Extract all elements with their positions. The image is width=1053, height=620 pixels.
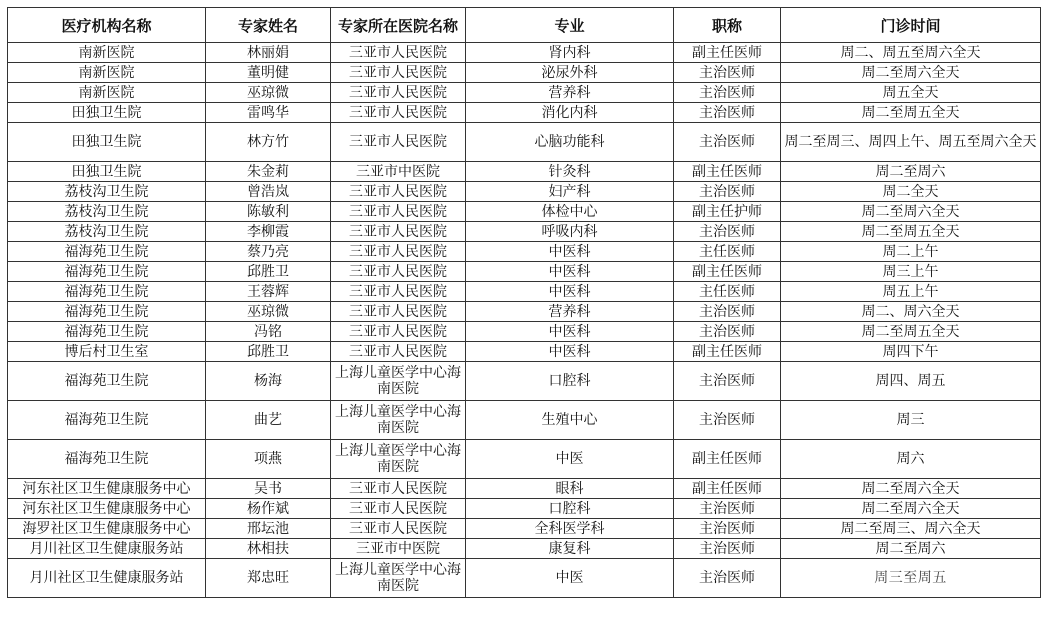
table-row	[8, 362, 1041, 401]
cell-expert-hospital: 三亚市中医院	[331, 162, 466, 182]
table-row	[8, 242, 1041, 262]
table-row	[8, 123, 1041, 162]
cell-specialty: 营养科	[466, 83, 674, 103]
table-row	[8, 539, 1041, 559]
cell-specialty: 生殖中心	[466, 401, 674, 440]
cell-clinic-time: 周二至周三、周四上午、周五至周六全天	[781, 123, 1041, 162]
cell-institution: 福海苑卫生院	[8, 282, 206, 302]
cell-institution: 月川社区卫生健康服务站	[8, 539, 206, 559]
cell-expert-name: 雷鸣华	[206, 103, 331, 123]
cell-expert-hospital: 三亚市人民医院	[331, 282, 466, 302]
cell-institution: 福海苑卫生院	[8, 302, 206, 322]
cell-specialty: 针灸科	[466, 162, 674, 182]
cell-title: 主治医师	[674, 401, 781, 440]
table-row	[8, 499, 1041, 519]
cell-title: 主治医师	[674, 322, 781, 342]
cell-expert-name: 冯铭	[206, 322, 331, 342]
cell-clinic-time: 周二至周五全天	[781, 222, 1041, 242]
cell-expert-hospital: 三亚市人民医院	[331, 242, 466, 262]
cell-institution: 福海苑卫生院	[8, 262, 206, 282]
cell-expert-hospital: 三亚市人民医院	[331, 83, 466, 103]
cell-expert-name: 郑忠旺	[206, 559, 331, 598]
cell-expert-name: 林方竹	[206, 123, 331, 162]
header-expert-name: 专家姓名	[206, 8, 331, 43]
cell-clinic-time: 周五上午	[781, 282, 1041, 302]
cell-expert-name: 曾浩岚	[206, 182, 331, 202]
cell-expert-name: 巫琼微	[206, 302, 331, 322]
cell-specialty: 心脑功能科	[466, 123, 674, 162]
cell-expert-name: 董明健	[206, 63, 331, 83]
cell-title: 主治医师	[674, 362, 781, 401]
cell-title: 主治医师	[674, 63, 781, 83]
cell-clinic-time: 周二至周六全天	[781, 499, 1041, 519]
cell-expert-name: 杨作斌	[206, 499, 331, 519]
table-row	[8, 559, 1041, 598]
cell-specialty: 肾内科	[466, 43, 674, 63]
cell-expert-name: 邱胜卫	[206, 262, 331, 282]
cell-specialty: 口腔科	[466, 499, 674, 519]
header-row	[8, 8, 1041, 43]
cell-clinic-time: 周四下午	[781, 342, 1041, 362]
table-row	[8, 63, 1041, 83]
cell-expert-hospital: 三亚市人民医院	[331, 499, 466, 519]
cell-institution: 南新医院	[8, 43, 206, 63]
cell-specialty: 消化内科	[466, 103, 674, 123]
cell-institution: 河东社区卫生健康服务中心	[8, 479, 206, 499]
table-row	[8, 202, 1041, 222]
cell-institution: 荔枝沟卫生院	[8, 182, 206, 202]
cell-clinic-time: 周二、周五至周六全天	[781, 43, 1041, 63]
cell-clinic-time: 周三	[781, 401, 1041, 440]
cell-title: 主治医师	[674, 499, 781, 519]
cell-expert-hospital: 三亚市人民医院	[331, 342, 466, 362]
cell-clinic-time: 周四、周五	[781, 362, 1041, 401]
cell-institution: 荔枝沟卫生院	[8, 222, 206, 242]
cell-specialty: 中医科	[466, 322, 674, 342]
cell-specialty: 体检中心	[466, 202, 674, 222]
cell-title: 主治医师	[674, 103, 781, 123]
cell-title: 副主任医师	[674, 440, 781, 479]
cell-institution: 河东社区卫生健康服务中心	[8, 499, 206, 519]
header-clinic-time: 门诊时间	[781, 8, 1041, 43]
cell-specialty: 中医	[466, 440, 674, 479]
table-row	[8, 440, 1041, 479]
table-row	[8, 162, 1041, 182]
table-row	[8, 262, 1041, 282]
cell-clinic-time: 周二至周三、周六全天	[781, 519, 1041, 539]
cell-title: 主治医师	[674, 83, 781, 103]
cell-clinic-time: 周二上午	[781, 242, 1041, 262]
cell-clinic-time: 周二至周六全天	[781, 202, 1041, 222]
cell-expert-hospital: 三亚市人民医院	[331, 202, 466, 222]
header-specialty: 专业	[466, 8, 674, 43]
cell-title: 副主任医师	[674, 342, 781, 362]
cell-specialty: 康复科	[466, 539, 674, 559]
cell-expert-hospital: 上海儿童医学中心海南医院	[331, 401, 466, 440]
cell-institution: 福海苑卫生院	[8, 401, 206, 440]
cell-expert-name: 王蓉辉	[206, 282, 331, 302]
cell-clinic-time: 周六	[781, 440, 1041, 479]
cell-title: 主治医师	[674, 302, 781, 322]
cell-clinic-time: 周二至周六全天	[781, 63, 1041, 83]
cell-institution: 福海苑卫生院	[8, 362, 206, 401]
cell-clinic-time: 周三上午	[781, 262, 1041, 282]
cell-expert-name: 巫琼微	[206, 83, 331, 103]
table-row	[8, 401, 1041, 440]
cell-title: 主任医师	[674, 242, 781, 262]
cell-institution: 海罗社区卫生健康服务中心	[8, 519, 206, 539]
cell-specialty: 中医科	[466, 262, 674, 282]
table-row	[8, 282, 1041, 302]
cell-specialty: 眼科	[466, 479, 674, 499]
cell-institution: 博后村卫生室	[8, 342, 206, 362]
cell-expert-hospital: 三亚市人民医院	[331, 479, 466, 499]
header-title: 职称	[674, 8, 781, 43]
cell-specialty: 全科医学科	[466, 519, 674, 539]
cell-expert-name: 李柳霞	[206, 222, 331, 242]
cell-clinic-time: 周二至周六	[781, 539, 1041, 559]
cell-institution: 福海苑卫生院	[8, 322, 206, 342]
cell-title: 主治医师	[674, 182, 781, 202]
cell-expert-name: 朱金莉	[206, 162, 331, 182]
cell-institution: 福海苑卫生院	[8, 440, 206, 479]
cell-expert-hospital: 三亚市人民医院	[331, 63, 466, 83]
cell-clinic-time: 周二至周六全天	[781, 479, 1041, 499]
cell-expert-name: 邱胜卫	[206, 342, 331, 362]
cell-expert-hospital: 三亚市人民医院	[331, 262, 466, 282]
cell-institution: 田独卫生院	[8, 103, 206, 123]
table-row	[8, 479, 1041, 499]
cell-expert-hospital: 三亚市人民医院	[331, 103, 466, 123]
cell-clinic-time: 周二至周五全天	[781, 322, 1041, 342]
cell-clinic-time: 周五全天	[781, 83, 1041, 103]
table-row	[8, 83, 1041, 103]
cell-institution: 福海苑卫生院	[8, 242, 206, 262]
cell-clinic-time: 周二至周五全天	[781, 103, 1041, 123]
cell-institution: 南新医院	[8, 63, 206, 83]
cell-clinic-time: 周二至周六	[781, 162, 1041, 182]
cell-expert-hospital: 三亚市人民医院	[331, 123, 466, 162]
table-row	[8, 182, 1041, 202]
cell-expert-hospital: 三亚市中医院	[331, 539, 466, 559]
table-row	[8, 519, 1041, 539]
cell-expert-hospital: 三亚市人民医院	[331, 43, 466, 63]
cell-expert-hospital: 三亚市人民医院	[331, 519, 466, 539]
cell-expert-hospital: 三亚市人民医院	[331, 302, 466, 322]
cell-expert-hospital: 三亚市人民医院	[331, 182, 466, 202]
cell-institution: 荔枝沟卫生院	[8, 202, 206, 222]
cell-clinic-time: 周二全天	[781, 182, 1041, 202]
doctor-schedule-sheet	[7, 7, 1041, 598]
doctor-schedule-table	[7, 7, 1041, 598]
cell-institution: 月川社区卫生健康服务站	[8, 559, 206, 598]
cell-expert-name: 林相扶	[206, 539, 331, 559]
table-row	[8, 222, 1041, 242]
cell-title: 主治医师	[674, 539, 781, 559]
cell-title: 主治医师	[674, 519, 781, 539]
table-row	[8, 43, 1041, 63]
cell-expert-hospital: 上海儿童医学中心海南医院	[331, 362, 466, 401]
cell-specialty: 呼吸内科	[466, 222, 674, 242]
cell-expert-hospital: 三亚市人民医院	[331, 222, 466, 242]
cell-specialty: 妇产科	[466, 182, 674, 202]
cell-title: 副主任医师	[674, 43, 781, 63]
cell-clinic-time: 周二、周六全天	[781, 302, 1041, 322]
cell-title: 主治医师	[674, 123, 781, 162]
cell-specialty: 口腔科	[466, 362, 674, 401]
table-row	[8, 322, 1041, 342]
cell-institution: 田独卫生院	[8, 123, 206, 162]
cell-institution: 南新医院	[8, 83, 206, 103]
cell-title: 主任医师	[674, 282, 781, 302]
header-expert-hospital: 专家所在医院名称	[331, 8, 466, 43]
cell-clinic-time: 周三至周五	[781, 559, 1041, 598]
table-row	[8, 302, 1041, 322]
cell-specialty: 营养科	[466, 302, 674, 322]
cell-institution: 田独卫生院	[8, 162, 206, 182]
cell-title: 副主任医师	[674, 262, 781, 282]
cell-expert-name: 蔡乃亮	[206, 242, 331, 262]
cell-expert-name: 项燕	[206, 440, 331, 479]
cell-specialty: 中医科	[466, 282, 674, 302]
cell-expert-hospital: 上海儿童医学中心海南医院	[331, 440, 466, 479]
cell-expert-name: 陈敏利	[206, 202, 331, 222]
cell-specialty: 中医科	[466, 242, 674, 262]
table-row	[8, 103, 1041, 123]
cell-specialty: 泌尿外科	[466, 63, 674, 83]
cell-expert-hospital: 三亚市人民医院	[331, 322, 466, 342]
cell-expert-name: 杨海	[206, 362, 331, 401]
cell-expert-name: 吴书	[206, 479, 331, 499]
cell-title: 副主任护师	[674, 202, 781, 222]
header-institution: 医疗机构名称	[8, 8, 206, 43]
cell-specialty: 中医	[466, 559, 674, 598]
cell-title: 主治医师	[674, 222, 781, 242]
cell-expert-hospital: 上海儿童医学中心海南医院	[331, 559, 466, 598]
cell-expert-name: 林丽娟	[206, 43, 331, 63]
cell-specialty: 中医科	[466, 342, 674, 362]
cell-title: 主治医师	[674, 559, 781, 598]
cell-title: 副主任医师	[674, 162, 781, 182]
cell-expert-name: 曲艺	[206, 401, 331, 440]
cell-expert-name: 邢坛池	[206, 519, 331, 539]
table-row	[8, 342, 1041, 362]
cell-title: 副主任医师	[674, 479, 781, 499]
